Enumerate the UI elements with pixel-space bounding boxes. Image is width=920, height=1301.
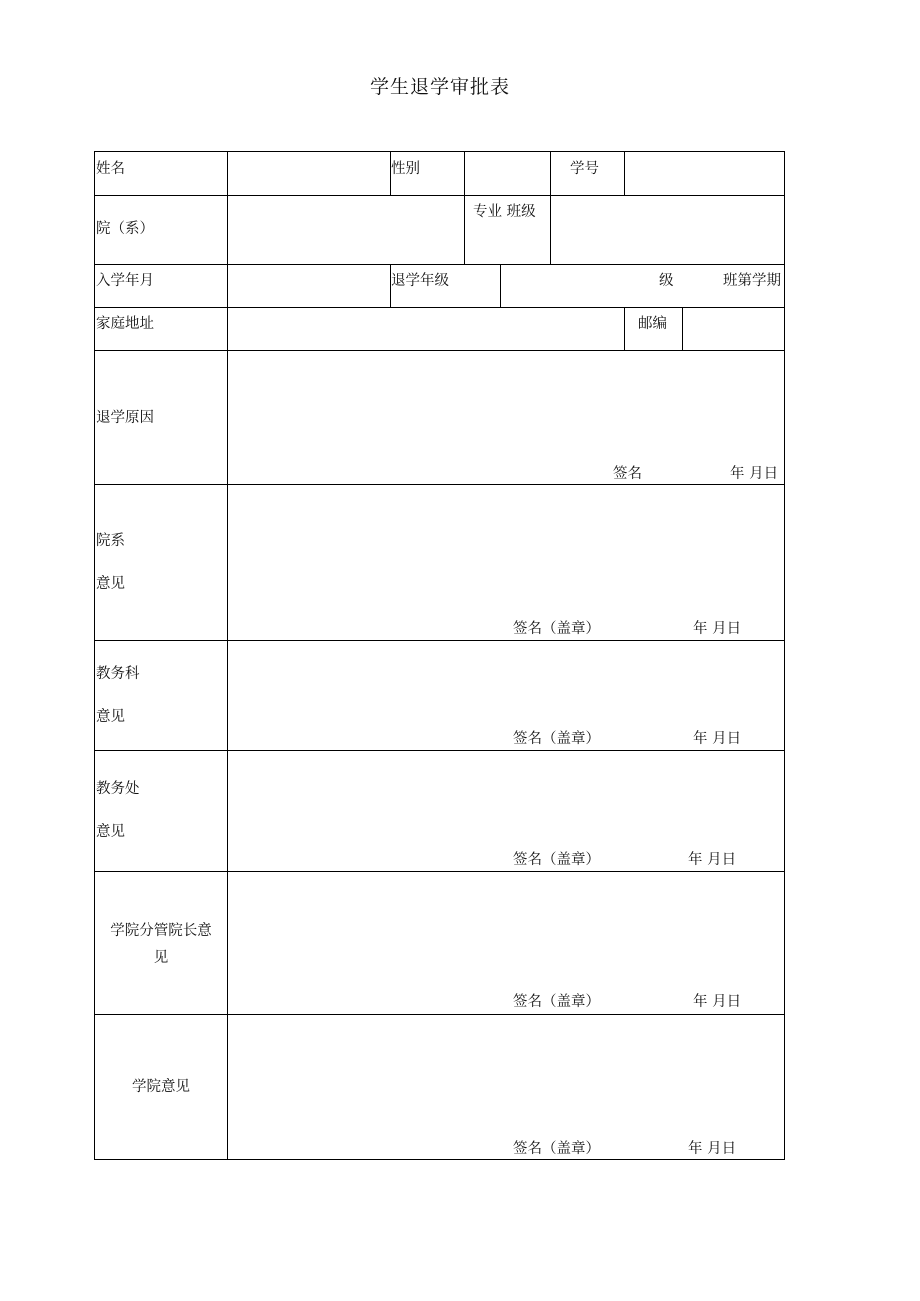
date-label: 年 月日 <box>688 1141 737 1157</box>
column-divider <box>550 152 551 195</box>
signature-seal-label: 签名（盖章） <box>513 1141 600 1157</box>
withdrawal-reason-field[interactable] <box>228 351 784 461</box>
academic-office-label-line1: 教务处 <box>96 781 140 797</box>
department-label: 院（系） <box>96 221 154 237</box>
academic-section-opinion-field[interactable] <box>228 641 784 729</box>
row-divider <box>95 264 784 265</box>
student-id-label: 学号 <box>570 161 599 177</box>
home-address-field[interactable] <box>228 308 624 350</box>
date-label: 年 月日 <box>693 621 742 637</box>
dept-opinion-field[interactable] <box>228 485 784 615</box>
class-term-unit: 班第学期 <box>723 273 781 289</box>
signature-label: 签名 <box>613 466 642 482</box>
vice-dean-opinion-field[interactable] <box>228 872 784 990</box>
dept-opinion-label-line2: 意见 <box>96 576 125 592</box>
dept-opinion-label-line1: 院系 <box>96 533 125 549</box>
withdraw-grade-label: 退学年级 <box>391 273 449 289</box>
college-opinion-field[interactable] <box>228 1015 784 1137</box>
grade-unit: 级 <box>659 273 674 289</box>
home-address-label: 家庭地址 <box>96 316 154 332</box>
column-divider <box>500 264 501 307</box>
signature-seal-label: 签名（盖章） <box>513 852 600 868</box>
signature-seal-label: 签名（盖章） <box>513 994 600 1010</box>
college-opinion-label: 学院意见 <box>132 1079 190 1095</box>
enrollment-date-label: 入学年月 <box>96 273 154 289</box>
form-title: 学生退学审批表 <box>369 76 510 98</box>
withdrawal-reason-label: 退学原因 <box>96 410 154 426</box>
academic-office-opinion-field[interactable] <box>228 751 784 849</box>
date-label: 年 月日 <box>693 731 742 747</box>
academic-section-label-line1: 教务科 <box>96 666 140 682</box>
postcode-label: 邮编 <box>638 316 667 332</box>
enrollment-date-field[interactable] <box>228 265 390 307</box>
gender-label: 性别 <box>391 161 420 177</box>
withdrawal-form-table <box>94 151 785 1160</box>
signature-seal-label: 签名（盖章） <box>513 731 600 747</box>
gender-field[interactable] <box>465 152 550 195</box>
date-label: 年 月日 <box>693 994 742 1010</box>
name-label: 姓名 <box>96 161 125 177</box>
major-class-field[interactable] <box>551 196 784 264</box>
name-field[interactable] <box>228 152 390 195</box>
student-id-field[interactable] <box>625 152 784 195</box>
postcode-field[interactable] <box>683 308 784 350</box>
department-field[interactable] <box>228 196 464 264</box>
column-divider <box>464 195 465 264</box>
vice-dean-opinion-label-line1: 学院分管院长意 <box>110 923 212 939</box>
vice-dean-opinion-label-line2: 见 <box>153 950 169 966</box>
academic-section-label-line2: 意见 <box>96 709 125 725</box>
signature-seal-label: 签名（盖章） <box>513 621 600 637</box>
column-divider <box>624 307 625 350</box>
major-class-label: 专业 班级 <box>473 204 536 220</box>
academic-office-label-line2: 意见 <box>96 824 125 840</box>
date-label: 年 月日 <box>730 466 779 482</box>
date-label: 年 月日 <box>688 852 737 868</box>
